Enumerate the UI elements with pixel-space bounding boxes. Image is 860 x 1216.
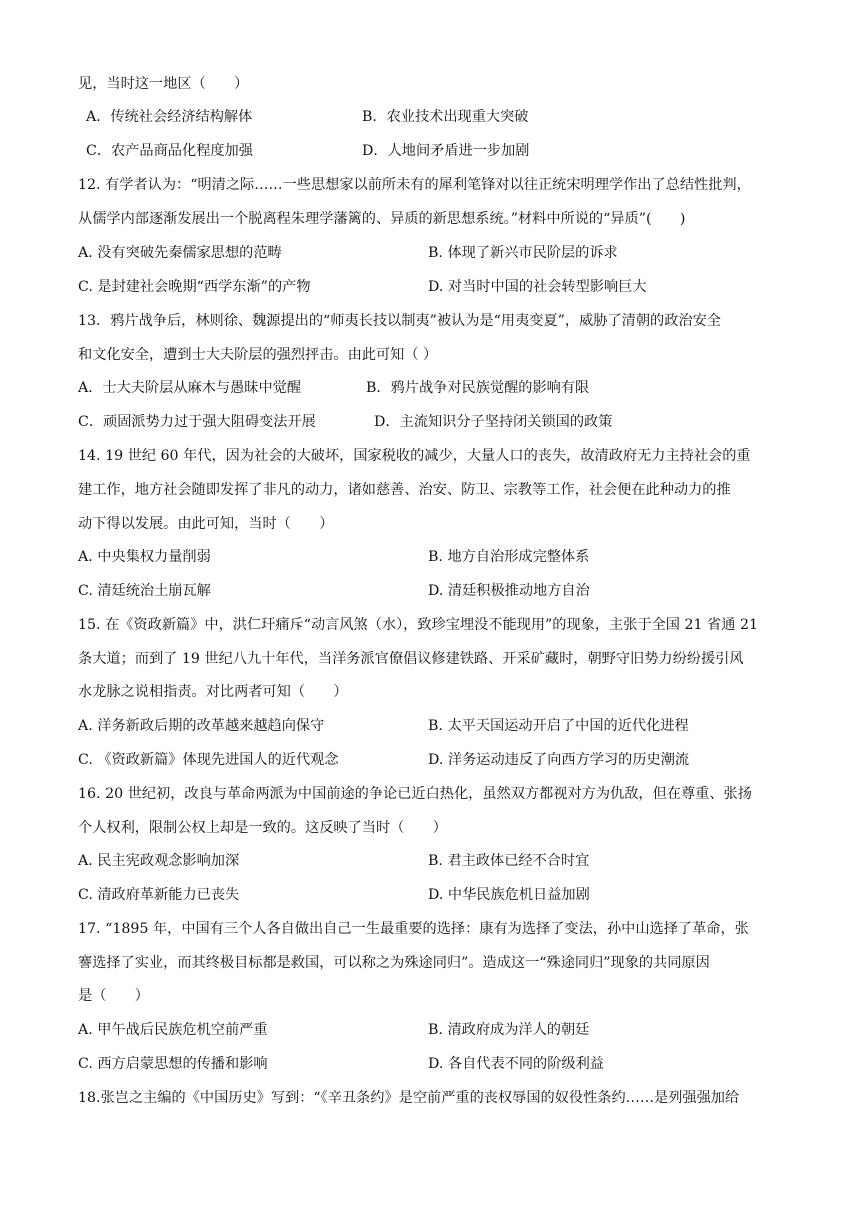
q15-option-b: B. 太平天国运动开启了中国的近代化进程 — [428, 718, 689, 734]
q17-option-c: C. 西方启蒙思想的传播和影响 — [78, 1056, 268, 1072]
q17-option-d: D. 各自代表不同的阶级利益 — [428, 1056, 604, 1072]
q18-stem-line-1: 18.张岂之主编的《中国历史》写到：“《辛丑条约》是空前严重的丧权辱国的奴役性条约……是列强强加给 — [78, 1090, 740, 1106]
q16-option-a: A. 民主宪政观念影响加深 — [78, 853, 240, 869]
q16-stem-line-2: 个人权利，限制公权上却是一致的。这反映了当时（ ） — [78, 820, 447, 836]
q17-stem-line-1: 17. “1895 年，中国有三个人各自做出自己一生最重要的选择：康有为选择了变法，孙中山选择了革命，张 — [78, 921, 749, 937]
q15-stem-line-2: 条大道；而到了 19 世纪八九十年代，当洋务派官僚倡议修建铁路、开采矿藏时，朝野守旧势力纷纷援引风 — [78, 651, 744, 667]
q11-tail: 见，当时这一地区（ ） — [78, 76, 249, 92]
q13-option-c: C．顽固派势力过于强大阻碍变法开展 — [78, 414, 316, 430]
q13-option-b: B．鸦片战争对民族觉醒的影响有限 — [366, 380, 590, 396]
q12-option-c: C. 是封建社会晚期“西学东渐”的产物 — [78, 279, 311, 295]
q17-option-a: A. 甲午战后民族危机空前严重 — [78, 1022, 268, 1038]
q12-stem-line-2: 从儒学内部逐渐发展出一个脱离程朱理学藩篱的、异质的新思想系统。”材料中所说的“异质”( ) — [78, 211, 686, 227]
q16-stem-line-1: 16. 20 世纪初，改良与革命两派为中国前途的争论已近白热化，虽然双方都视对方为仇敌，但在尊重、张扬 — [78, 786, 752, 802]
q15-option-a: A. 洋务新政后期的改革越来越趋向保守 — [78, 718, 325, 734]
q12-option-b: B. 体现了新兴市民阶层的诉求 — [428, 245, 618, 261]
q13-option-d: D．主流知识分子坚持闭关锁国的政策 — [374, 414, 613, 430]
q13-stem-line-2: 和文化安全，遭到士大夫阶层的强烈抨击。由此可知（ ） — [78, 347, 438, 363]
q15-stem-line-1: 15. 在《资政新篇》中，洪仁玕痛斥“动言风煞（水），致珍宝埋没不能现用”的现象，主张于全国 21 省通 21 — [78, 617, 758, 633]
q15-stem-line-3: 水龙脉之说相指责。对比两者可知（ ） — [78, 684, 348, 700]
q12-option-a: A. 没有突破先秦儒家思想的范畴 — [78, 245, 282, 261]
q14-option-c: C. 清廷统治土崩瓦解 — [78, 583, 211, 599]
q12-stem-line-1: 12. 有学者认为：“明清之际……一些思想家以前所未有的犀利笔锋对以往正统宋明理学作出了总结性批判， — [78, 177, 751, 193]
q17-stem-line-2: 謇选择了实业，而其终极目标都是救国，可以称之为殊途同归”。造成这一“殊途同归”现象的共同原因 — [78, 955, 710, 971]
q11-option-b: B．农业技术出现重大突破 — [362, 109, 529, 125]
q13-stem-line-1: 13．鸦片战争后，林则徐、魏源提出的“师夷长技以制夷”被认为是“用夷变夏”，威胁了清朝的政治安全 — [78, 313, 721, 329]
q13-option-a: A．士大夫阶层从麻木与愚昧中觉醒 — [78, 380, 302, 396]
q11-option-d: D．人地间矛盾进一步加剧 — [362, 143, 530, 159]
q14-option-b: B. 地方自治形成完整体系 — [428, 549, 590, 565]
q15-option-d: D. 洋务运动违反了向西方学习的历史潮流 — [428, 752, 690, 768]
q16-option-c: C. 清政府革新能力已丧失 — [78, 887, 240, 903]
q14-option-a: A. 中央集权力量削弱 — [78, 549, 211, 565]
q14-stem-line-3: 动下得以发展。由此可知，当时（ ） — [78, 516, 334, 532]
q16-option-d: D. 中华民族危机日益加剧 — [428, 887, 590, 903]
q14-stem-line-2: 建工作，地方社会随即发挥了非凡的动力，诸如慈善、治安、防卫、宗教等工作，社会便在此种动力的推 — [78, 482, 731, 498]
q17-option-b: B. 清政府成为洋人的朝廷 — [428, 1022, 590, 1038]
q11-option-c: C．农产品商品化程度加强 — [86, 143, 253, 159]
q11-option-a: A．传统社会经济结构解体 — [86, 109, 253, 125]
q14-option-d: D. 清廷积极推动地方自治 — [428, 583, 590, 599]
q12-option-d: D. 对当时中国的社会转型影响巨大 — [428, 279, 647, 295]
q17-stem-line-3: 是（ ） — [78, 988, 149, 1004]
q16-option-b: B. 君主政体已经不合时宜 — [428, 853, 590, 869]
q15-option-c: C. 《资政新篇》体现先进国人的近代观念 — [78, 752, 339, 768]
q14-stem-line-1: 14. 19 世纪 60 年代，因为社会的大破坏，国家税收的减少，大量人口的丧失，故清政府无力主持社会的重 — [78, 448, 751, 464]
